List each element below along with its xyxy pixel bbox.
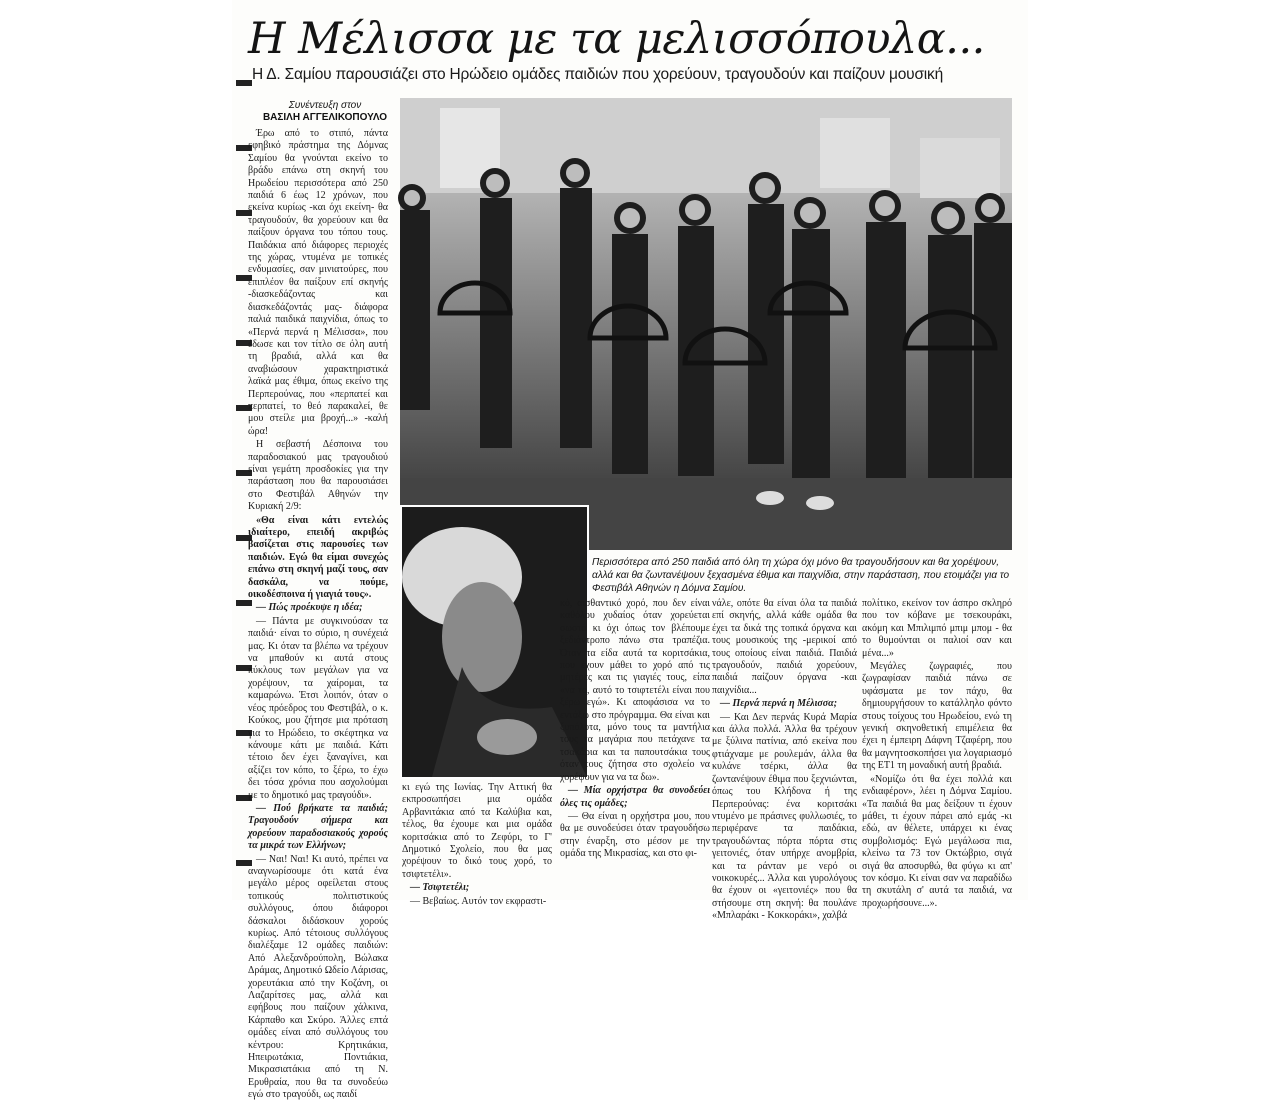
article-column-2 bbox=[402, 782, 552, 907]
article-column-4 bbox=[712, 598, 857, 922]
byline-name: ΒΑΣΙΛΗ ΑΓΓΕΛΙΚΟΠΟΥΛΟ bbox=[262, 112, 388, 123]
article-subhead: Η Δ. Σαμίου παρουσιάζει στο Ηρώδειο ομάδες παιδιών που χορεύουν, τραγουδούν και παίζουν μουσική bbox=[252, 66, 944, 83]
paragraph: Έρω από το στιπό, πάντα εφηβικό πράστημα της Δόμνας Σαμίου θα γνούνται εκείνο το βράδυ επάνω στη σκηνή του Ηρωδείου περισσότερα από 250 παιδιά 6 έως 12 χρόνων, που εκείνα κυρίως -και όχι εκείνη- θα τραγουδούν, θα χορεύουν και θα παίξουν όργανα του τόπου τους. Παιδάκια από διάφορες περιοχές της χώρας, ντυμένα με τοπικές ενδυμασίες, σαν μινιατούρες, που επιπλέον θα παίξουν επί σκηνής -διασκεδάζοντας και διασκεδάζοντάς μας- διάφορα παλιά παιδικά παιχνίδια, όπως το «Περνά περνά η Μέλισσα», που έδωσε και τον τίτλο σε όλη αυτή τη βραδιά, αλλά και θα αναβιώσουν χαρακτηριστικά λαϊκά μας έθιμα, όπως εκείνο της Περπερούνας, που «περπατεί και περπατεί, το θεό παρακαλεί, θε μου στείλε μια βροχή...» -καλή ώρα! bbox=[248, 128, 388, 437]
paragraph: κι εγώ της Ιωνίας. Την Αττική θα εκπροσωπήσει μια ομάδα Αρβανιτάκια από τα Καλύβια και, τέλος, θα έχουμε και μια ομάδα κοριτσάκια από το Ζεφύρι, το Γ' Δημοτικό Σχολείο, που θα μας χορέψουν το δικό τους χορό, το τσιφτετέλι». bbox=[402, 782, 552, 880]
article-column-3 bbox=[560, 598, 710, 888]
paragraph: νάλε, οπότε θα είναι όλα τα παιδιά επί σκηνής, αλλά κάθε ομάδα θα έχει τα δικά της τοπικά όργανα και τους μουσικούς της -μερικοί από τους οποίους είναι παιδιά. Παιδιά τραγουδούν, παιδιά χορεύουν, παιδιά παίζουν όργανα -και παιχνίδια... bbox=[712, 598, 857, 696]
interview-question: — Μία ορχήστρα θα συνοδεύει όλες τις ομάδες; bbox=[560, 785, 710, 809]
children-group-photo bbox=[400, 98, 1012, 550]
interview-question: — Πώς προέκυψε η ιδέα; bbox=[256, 602, 363, 614]
interview-question: — Περνά περνά η Μέλισσα; bbox=[720, 698, 838, 710]
paragraph: «Νομίζω ότι θα έχει πολλά και ενδιαφέρον», λέει η Δόμνα Σαμίου. «Τα παιδιά θα μας δείξουν τι έχουν μάθει, τι έχουν πάρει από εμάς -κι εδώ, αν θέλετε, υπάρχει κι ένας συμβολισμός: Εγώ μεγάλωσα πια, κλείνω τα 73 τον Οκτώβριο, σιγά σιγά θα αποσυρθώ, θα φύγω κι απ' τον κόσμο. Κι είναι σαν να παραδίδω τη σκυτάλη σ' αυτά τα παιδιά, να προχωρήσουνε...». bbox=[862, 773, 1012, 909]
interview-question: — Πού βρήκατε τα παιδιά; Τραγουδούν σήμερα και χορεύουν παραδοσιακούς χορούς τα μικρά των Ελλήνων; bbox=[248, 802, 388, 852]
paragraph: κό, αισθαντικό χορό, που δεν είναι καθόλου χυδαίος όταν χορεύεται σωστά κι όχι όπως τον βλέπουμε ξεδιάντροπο πάνω στα τραπέζια. Όταν τα είδα αυτά τα κοριτσάκια, που έχουν μάθει το χορό από τις μητέρες και τις γιαγιές τους, είπα «να το, αυτό το τσιφτετέλι είναι που ξέρω εγώ». Κι αποφάσισα να το εντάξω στο πρόγραμμα. Θα είναι και ξυπόλυτα, μόνο τους τα μαντήλια τους τα μαγάρια που πετάχανε τα τσακάρια και τα παπουτσάκια τους όταν τους ζήτησα στο σχολείο να χορέψουν για να τα δω». bbox=[560, 598, 710, 783]
paragraph: — Πάντα με συγκινούσαν τα παιδιά· είναι το σύριο, η συνέχειά μας. Κι όταν τα βλέπω να τρέχουν να μπαθούν κι αυτά στους κύκλους των μεγάλων για να χορέψουν, τα χαίρομαι, τα καμαρώνω. Έτσι λοιπόν, όταν ο νέος πρόεδρος του Φεστιβάλ, ο κ. Κούκος, μου ζήτησε μια πρόταση για το Ηρώδειο, το σκέφτηκα να κάνουμε κάτι με παιδιά. Κάτι τέτοιο δεν έχει ξαναγίνει, και αξίζει τον κόπο, το ξέρω, το έχω δει τόσα χρόνια που ασχολούμαι με το δημοτικό μας τραγούδι». bbox=[248, 615, 388, 801]
byline-intro: Συνέντευξη στον bbox=[288, 100, 362, 111]
article-column-5 bbox=[862, 598, 1012, 909]
photo-caption: Περισσότερα από 250 παιδιά από όλη τη χώρα όχι μόνο θα τραγουδήσουν και θα χορέψουν, αλλά και θα ζωντανέψουν ξεχασμένα έθιμα και παιχνίδια, στην παράσταση, που ετοιμάζει για το Φεστιβάλ Αθηνών η Δόμνα Σαμίου. bbox=[592, 557, 1010, 594]
article-headline: Η Μέλισσα με τα μελισσόπουλα... bbox=[248, 14, 985, 64]
paragraph: Η σεβαστή Δέσποινα του παραδοσιακού μας τραγουδιού είναι γεμάτη προσδοκίες για την παράσταση που θα παρουσιάσει στο Φεστιβάλ Αθηνών την Κυριακή 2/9: bbox=[248, 439, 388, 513]
children-group-photo-image bbox=[400, 98, 1012, 550]
article-column-1 bbox=[248, 128, 388, 1101]
paragraph: — Θα είναι η ορχήστρα μου, που θα με συνοδεύσει όταν τραγουδήσω στην έναρξη, στο μέσον με την ομάδα της Μικρασίας, και στο φι- bbox=[560, 810, 710, 860]
paragraph: «Θα είναι κάτι εντελώς ιδιαίτερο, επειδή ακριβώς βασίζεται στις παρουσίες των παιδιών. Εγώ θα είμαι συνεχώς επάνω στη σκηνή μαζί τους, σαν δασκάλα, να πούμε, οικοδέσποινα ή γιαγιά τους». bbox=[248, 514, 388, 601]
paragraph: — Και Δεν περνάς Κυρά Μαρία και άλλα πολλά. Άλλα θα τρέχουν με ξύλινα πατίνια, από εκείνα που φτιάχναμε με ρουλεμάν, άλλα θα κυλάνε τσέρκι, άλλα θα ζωντανέψουν έθιμα που ξεχνιώνται, όπως του Κλήδονα ή της Περπερούνας: ένα κοριτσάκι ντυμένο με πράσινες φυλλωσιές, το περιφέρανε τα παιδάκια, τραγουδώντας πόρτα πόρτα στις γειτονιές, όταν υπήρχε ανομβρία, και τα ράνταν με νερό οι νοικοκυρές... Άλλα και γυρολόγους θα έχουν οι «γειτονιές» που θα στήσουμε στη σκηνή: θα πουλάνε «Μπλαράκι - Κοκκοράκι», χαλβά bbox=[712, 711, 857, 922]
paragraph: Μεγάλες ζωγραφιές, που ζωγραφίσαν παιδιά πάνω σε υφάσματα με τον πάχυ, θα δημιουργήσουν το κατάλληλο φόντο στους τοίχους του Ηρωδείου, ενώ τη γενική σκηνοθετική επιμέλεια θα έχει η έμπειρη Δάφνη Τζαφέρη, που θα μαγνητοσκοπήσει για λογαριασμό της ΕΤ1 τη μοναδική αυτή βραδιά. bbox=[862, 661, 1012, 772]
paragraph: — Ναι! Ναι! Κι αυτό, πρέπει να αναγνωρίσουμε ότι κατά ένα μεγάλο μέρος οφείλεται στους τοπικούς πολιτιστικούς συλλόγους, όπου διάφοροι δάσκαλοι διδάσκουν χορούς κυρίως. Από τέτοιους συλλόγους διαλέξαμε 12 ομάδες παιδιών: Από Αλεξανδρούπολη, Βώλακα Δράμας, Δημοτικό Ωδείο Λάρισας, χορευτάκια από την Κοζάνη, οι Λαζαρίτσες μας, αλλά και εφήβους που παίζουν χάλκινα, Κάρπαθο και Σκύρο. Άλλες επτά ομάδες είναι από συλλόγους του κέντρου: Κρητικάκια, Ηπειρωτάκια, Ποντιάκια, Μικρασιατάκια από τη Ν. Ερυθραία, που θα τα συνοδεύω εγώ στο τραγούδι, ως παιδί bbox=[248, 853, 388, 1101]
paragraph: πολίτικο, εκείνον τον άσπρο σκληρό που τον κόβανε με τσεκουράκι, ακόμη και Μπιλιμπό μπιμ μπομ - θα το θυμούνται οι παλιοί σαν και μένα...» bbox=[862, 598, 1012, 659]
binding-mark bbox=[236, 80, 252, 86]
interview-question: — Τσιφτετέλι; bbox=[410, 882, 470, 894]
byline bbox=[255, 100, 395, 124]
paragraph: — Βεβαίως. Αυτόν τον εκφραστι- bbox=[410, 895, 547, 907]
